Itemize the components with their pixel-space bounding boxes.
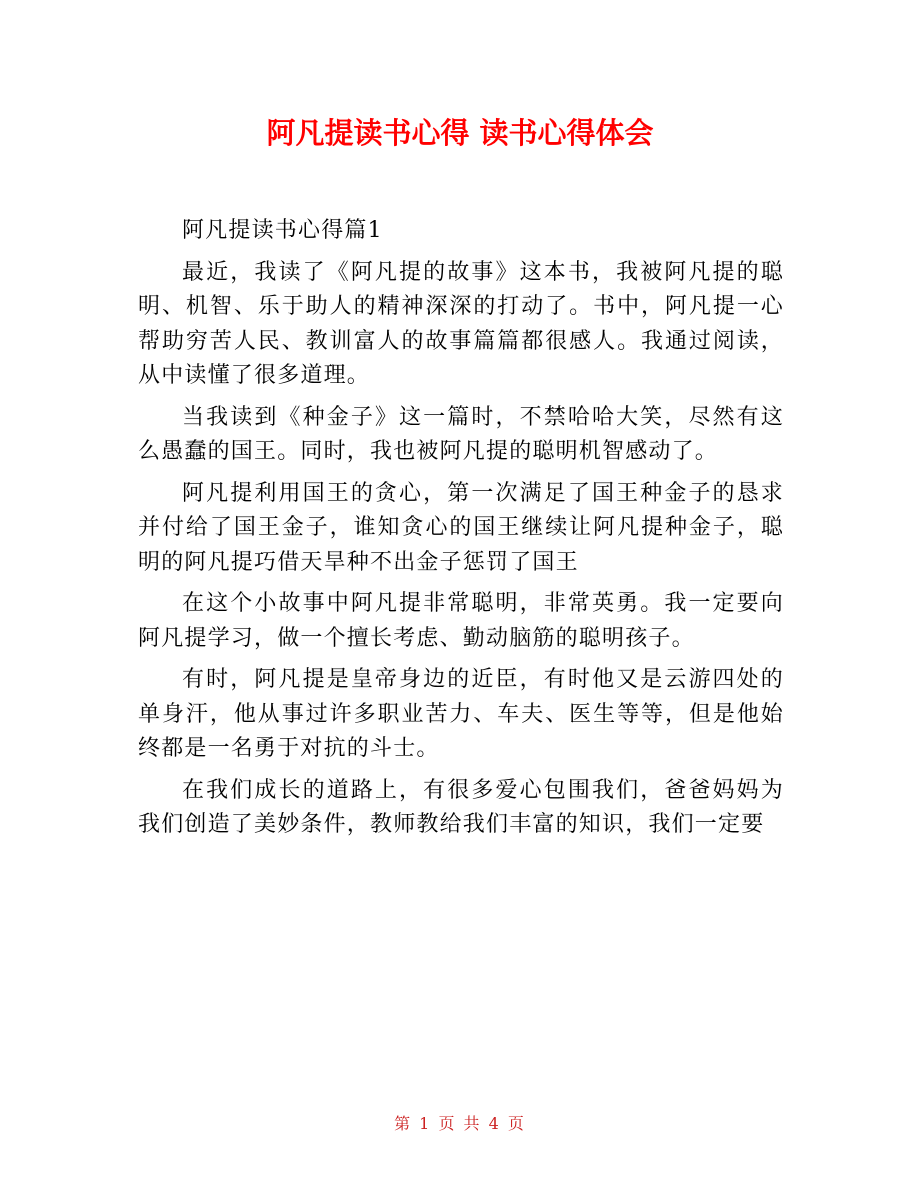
document-title: 阿凡提读书心得 读书心得体会 — [266, 116, 654, 150]
section-heading: 阿凡提读书心得篇1 — [182, 218, 383, 243]
paragraph: 有时，阿凡提是皇帝身边的近臣，有时他又是云游四处的单身汗，他从事过许多职业苦力、车夫、医生等等，但是他始终都是一名勇于对抗的斗士。 — [138, 667, 784, 761]
paragraph: 在我们成长的道路上，有很多爱心包围我们，爸爸妈妈为我们创造了美妙条件，教师教给我们丰富的知识，我们一定要 — [138, 777, 784, 837]
paragraph: 阿凡提利用国王的贪心，第一次满足了国王种金子的恳求并付给了国王金子，谁知贪心的国王继续让阿凡提种金子，聪明的阿凡提巧借天旱种不出金子惩罚了国王 — [138, 480, 784, 575]
document-body — [138, 214, 784, 850]
paragraph: 在这个小故事中阿凡提非常聪明，非常英勇。我一定要向阿凡提学习，做一个擅长考虑、勤动脑筋的聪明孩子。 — [138, 591, 784, 651]
paragraph: 当我读到《种金子》这一篇时，不禁哈哈大笑，尽然有这么愚蠢的国王。同时，我也被阿凡提的聪明机智感动了。 — [138, 404, 784, 464]
paragraph: 最近，我读了《阿凡提的故事》这本书，我被阿凡提的聪明、机智、乐于助人的精神深深的打动了。书中，阿凡提一心帮助穷苦人民、教训富人的故事篇篇都很感人。我通过阅读，从中读懂了很多道理。 — [138, 259, 784, 388]
page-number-footer: 第 1 页 共 4 页 — [394, 1114, 526, 1133]
